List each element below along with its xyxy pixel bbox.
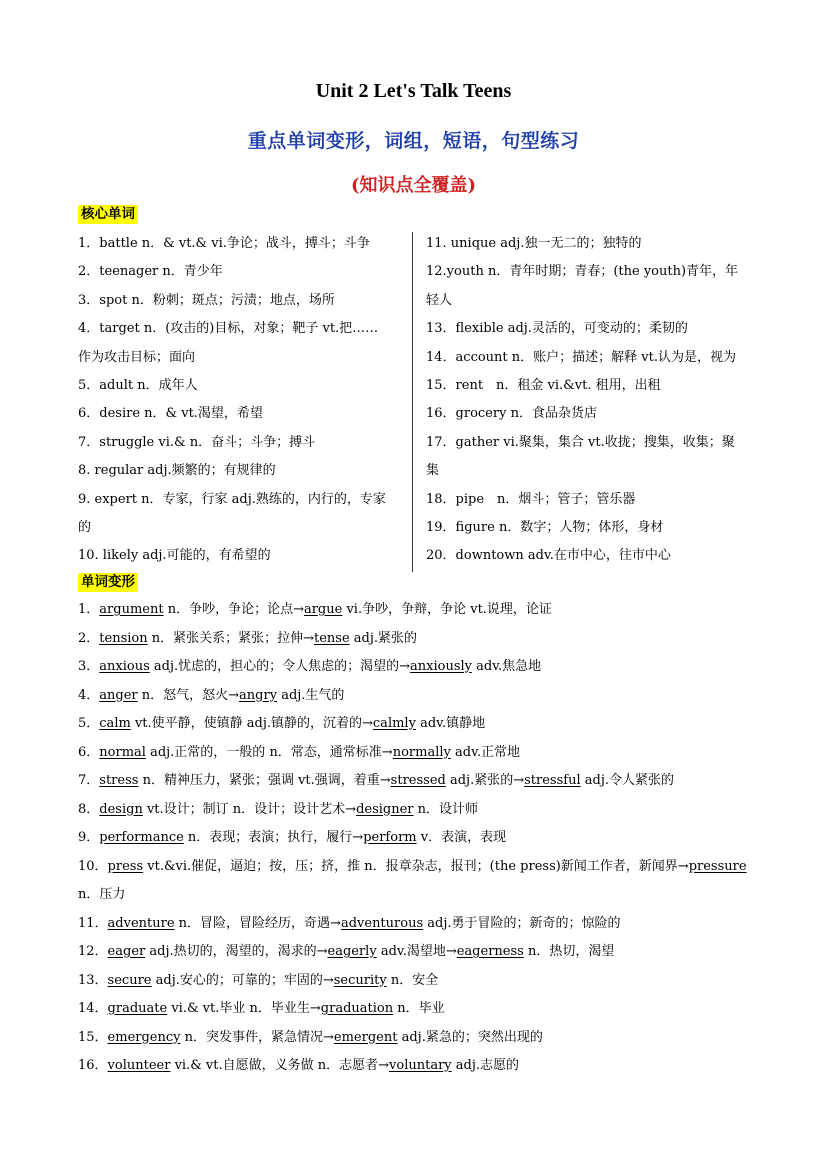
word-form-text: adv.焦急地 xyxy=(472,659,542,674)
core-word-line: 的 xyxy=(78,520,92,536)
word-form-term: volunteer xyxy=(107,1058,171,1073)
core-word-line: 轻人 xyxy=(426,292,453,308)
word-form-text: vi.争吵，争辩，争论 vt.说理，论证 xyxy=(342,602,552,617)
word-form-text: 13． xyxy=(78,972,108,988)
word-form-text: vi.& vt.自愿做，义务做 n．志愿者→ xyxy=(170,1058,390,1073)
word-form-text: n．精神压力，紧张；强调 vt.强调，着重→ xyxy=(138,773,391,788)
word-form-term: eagerly xyxy=(327,944,377,959)
word-form-line xyxy=(78,853,768,882)
word-form-text: vt.&vi.催促，逼迫；按，压；挤，推 n．报章杂志，报刊；(the press)新闻工作者，新闻界→ xyxy=(143,858,689,874)
word-form-line xyxy=(78,824,768,853)
word-form-term: argue xyxy=(303,602,343,617)
word-form-term: pressure xyxy=(688,858,747,874)
word-form-term: perform xyxy=(363,830,417,845)
word-form-term: stressed xyxy=(390,773,446,788)
word-form-text: 12． xyxy=(78,944,108,959)
core-word-line: 20．downtown adv.在市中心，往市中心 xyxy=(426,548,671,564)
section-word-forms: 单词变形 xyxy=(78,573,138,592)
word-form-text: n．压力 xyxy=(78,887,126,902)
core-word-line: 15．rent n．租金 vi.&vt. 租用，出租 xyxy=(426,378,661,394)
word-form-text: adj.紧急的；突然出现的 xyxy=(397,1029,543,1045)
word-form-line xyxy=(78,1024,768,1053)
word-form-line xyxy=(78,625,768,654)
section-core-words: 核心单词 xyxy=(78,205,138,224)
word-form-text: vi.& vt.毕业 n．毕业生→ xyxy=(167,1001,321,1016)
column-divider xyxy=(412,232,413,572)
core-word-line: 10. likely adj.可能的，有希望的 xyxy=(78,548,271,564)
word-form-term: anger xyxy=(99,687,138,703)
word-form-text: adv.镇静地 xyxy=(415,716,486,731)
core-word-line: 12.youth n．青年时期；青春；(the youth)青年，年 xyxy=(426,264,739,280)
document-subtitle-note: (知识点全覆盖) xyxy=(350,175,477,196)
word-form-term: stress xyxy=(99,773,139,788)
word-form-text: 14． xyxy=(78,1001,108,1016)
word-form-line xyxy=(78,739,768,768)
word-form-text: 9． xyxy=(78,830,100,845)
word-form-line xyxy=(78,796,768,825)
word-form-text: 6． xyxy=(78,744,100,760)
word-form-text: adj.生气的 xyxy=(277,687,345,703)
word-form-term: anxiously xyxy=(410,659,473,674)
word-form-term: normally xyxy=(392,744,451,760)
core-word-line: 13．flexible adj.灵活的，可变动的；柔韧的 xyxy=(426,321,688,337)
word-form-term: adventurous xyxy=(340,915,424,931)
word-form-text: v．表演，表现 xyxy=(416,830,507,845)
word-form-term: press xyxy=(107,858,144,874)
word-form-text: n．设计师 xyxy=(413,801,479,817)
word-form-term: anxious xyxy=(99,659,150,674)
core-word-line: 16．grocery n．食品杂货店 xyxy=(426,406,597,422)
word-form-term: eager xyxy=(107,944,146,959)
word-form-term: calmly xyxy=(372,716,416,731)
word-form-term: emergency xyxy=(107,1029,181,1045)
core-words-right-column xyxy=(426,230,756,571)
word-form-term: tension xyxy=(99,630,148,646)
word-form-text: 4． xyxy=(78,687,100,703)
word-form-text: n．热切，渴望 xyxy=(523,944,615,959)
word-form-text: 3． xyxy=(78,659,100,674)
core-words-left-column xyxy=(78,230,404,571)
word-form-line xyxy=(78,710,768,739)
word-form-term: secure xyxy=(107,972,152,988)
core-word-line: 2．teenager n．青少年 xyxy=(78,264,223,280)
core-words-table xyxy=(74,230,754,572)
word-form-term: normal xyxy=(99,744,146,760)
word-form-text: n．表现；表演；执行，履行→ xyxy=(183,830,364,845)
word-form-line xyxy=(78,881,768,910)
word-form-term: emergent xyxy=(333,1029,398,1045)
word-form-term: eagerness xyxy=(456,944,524,959)
word-form-text: vt.使平静，使镇静 adj.镇静的，沉着的→ xyxy=(130,716,373,731)
word-form-text: adj.热切的，渴望的，渴求的→ xyxy=(145,944,328,959)
word-form-text: adv.正常地 xyxy=(450,744,520,760)
word-form-text: adj.令人紧张的 xyxy=(580,773,674,788)
core-word-line: 6．desire n．& vt.渴望，希望 xyxy=(78,406,263,422)
word-form-term: stressful xyxy=(524,773,581,788)
word-forms-list xyxy=(78,596,768,1081)
word-form-text: 1． xyxy=(78,602,100,617)
core-word-line: 8. regular adj.频繁的；有规律的 xyxy=(78,463,276,479)
word-form-line xyxy=(78,1052,768,1081)
word-form-term: tense xyxy=(314,630,350,646)
word-form-term: security xyxy=(333,972,387,988)
word-form-text: adj.紧张的→ xyxy=(445,773,525,788)
core-word-line: 9. expert n．专家，行家 adj.熟练的，内行的，专家 xyxy=(78,491,386,507)
core-word-line: 11. unique adj.独一无二的；独特的 xyxy=(426,236,642,251)
word-form-line xyxy=(78,653,768,682)
core-word-line: 19．figure n．数字；人物；体形，身材 xyxy=(426,520,664,536)
word-form-text: adj.忧虑的，担心的；令人焦虑的；渴望的→ xyxy=(149,659,411,674)
core-word-line: 17．gather vi.聚集，集合 vt.收拢；搜集，收集；聚 xyxy=(426,434,735,450)
word-form-term: angry xyxy=(239,687,278,703)
word-form-text: n．毕业 xyxy=(393,1001,445,1016)
word-form-line xyxy=(78,767,768,796)
word-form-text: n．冒险，冒险经历，奇遇→ xyxy=(174,915,341,931)
document-title: Unit 2 Let's Talk Teens xyxy=(315,80,512,102)
word-form-line xyxy=(78,596,768,625)
word-form-text: 7． xyxy=(78,773,100,788)
core-word-line: 18．pipe n．烟斗；管子；管乐器 xyxy=(426,491,636,507)
core-word-line: 4．target n．(攻击的)目标，对象；靶子 vt.把…… xyxy=(78,321,379,337)
word-form-text: n．突发事件，紧急情况→ xyxy=(180,1029,334,1045)
word-form-line xyxy=(78,910,768,939)
word-form-term: designer xyxy=(356,801,414,817)
word-form-text: 10． xyxy=(78,858,108,874)
word-form-term: argument xyxy=(99,602,164,617)
core-word-line: 7．struggle vi.& n．奋斗；斗争；搏斗 xyxy=(78,434,316,450)
word-form-line xyxy=(78,938,768,967)
word-form-text: n．安全 xyxy=(386,972,439,988)
word-form-text: adj.安心的；可靠的；牢固的→ xyxy=(151,972,334,988)
word-form-text: 11． xyxy=(78,915,108,931)
document-subtitle: 重点单词变形，词组，短语，句型练习 xyxy=(247,130,580,152)
word-form-text: 15． xyxy=(78,1029,108,1045)
core-word-line: 14．account n．账户；描述；解释 vt.认为是，视为 xyxy=(426,349,736,365)
word-form-text: adj.正常的，一般的 n．常态，通常标准→ xyxy=(145,744,393,760)
word-form-line xyxy=(78,682,768,711)
word-form-term: graduation xyxy=(320,1001,394,1016)
word-form-text: adv.渴望地→ xyxy=(376,944,457,959)
word-form-term: adventure xyxy=(107,915,175,931)
word-form-text: adj.勇于冒险的；新奇的；惊险的 xyxy=(423,915,621,931)
core-word-line: 作为攻击目标；面向 xyxy=(78,349,196,365)
word-form-text: n．怒气，怒火→ xyxy=(137,687,240,703)
word-form-text: adj.紧张的 xyxy=(349,630,418,646)
core-word-line: 5．adult n．成年人 xyxy=(78,378,198,394)
word-form-text: 5． xyxy=(78,716,100,731)
word-form-text: 8． xyxy=(78,801,100,817)
core-word-line: 集 xyxy=(426,463,440,479)
core-word-line: 1．battle n．& vt.& vi.争论；战斗，搏斗；斗争 xyxy=(78,236,370,251)
word-form-term: graduate xyxy=(107,1001,168,1016)
word-form-term: performance xyxy=(99,830,184,845)
word-form-line xyxy=(78,967,768,996)
word-form-text: n．紧张关系；紧张；拉伸→ xyxy=(147,630,315,646)
word-form-term: calm xyxy=(99,716,131,731)
word-form-text: vt.设计；制订 n．设计；设计艺术→ xyxy=(142,801,357,817)
word-form-text: 2． xyxy=(78,630,100,646)
word-form-text: n．争吵，争论；论点→ xyxy=(163,602,304,617)
core-word-line: 3．spot n．粉刺；斑点；污渍；地点，场所 xyxy=(78,292,335,308)
word-form-text: 16． xyxy=(78,1058,108,1073)
word-form-term: design xyxy=(99,801,143,817)
word-form-line xyxy=(78,995,768,1024)
word-form-term: voluntary xyxy=(389,1058,452,1073)
word-form-text: adj.志愿的 xyxy=(451,1058,520,1073)
